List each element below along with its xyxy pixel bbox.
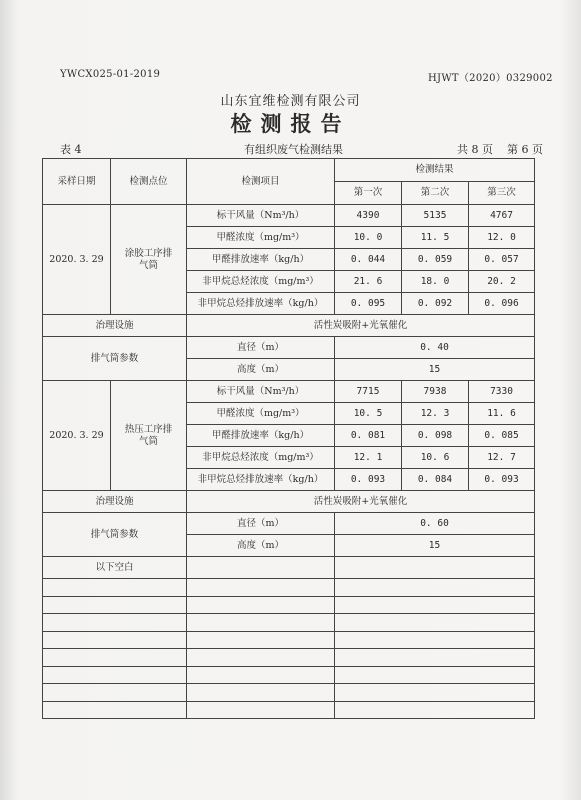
value-run-2: 12. 3 bbox=[402, 403, 469, 425]
item-name: 甲醛排放速率（kg/h） bbox=[187, 425, 335, 447]
header-results: 检测结果 bbox=[335, 159, 535, 182]
value-run-3: 11. 6 bbox=[469, 403, 535, 425]
height-value: 15 bbox=[335, 535, 535, 557]
blank-note: 以下空白 bbox=[43, 557, 187, 579]
header-date: 采样日期 bbox=[43, 159, 111, 205]
table-row bbox=[43, 205, 535, 227]
diameter-label: 直径（m） bbox=[187, 513, 335, 535]
item-name: 非甲烷总烃排放速率（kg/h） bbox=[187, 293, 335, 315]
empty-row bbox=[43, 579, 535, 597]
value-run-2: 0. 059 bbox=[402, 249, 469, 271]
value-run-2: 18. 0 bbox=[402, 271, 469, 293]
value-run-2: 0. 098 bbox=[402, 425, 469, 447]
table-row bbox=[43, 381, 535, 403]
value-run-1: 4390 bbox=[335, 205, 402, 227]
height-label: 高度（m） bbox=[187, 359, 335, 381]
value-run-3: 12. 7 bbox=[469, 447, 535, 469]
report-title: 检测报告 bbox=[230, 111, 351, 136]
value-run-2: 0. 092 bbox=[402, 293, 469, 315]
value-run-1: 0. 095 bbox=[335, 293, 402, 315]
sampling-point: 热压工序排气筒 bbox=[111, 381, 187, 491]
item-name: 甲醛浓度（mg/m³） bbox=[187, 227, 335, 249]
value-run-2: 11. 5 bbox=[402, 227, 469, 249]
sampling-date: 2020. 3. 29 bbox=[43, 381, 111, 491]
facility-label: 治理设施 bbox=[43, 315, 187, 337]
empty-row bbox=[43, 596, 535, 614]
value-run-1: 0. 093 bbox=[335, 469, 402, 491]
table-row bbox=[43, 337, 535, 359]
value-run-3: 20. 2 bbox=[469, 271, 535, 293]
empty-row bbox=[43, 666, 535, 684]
height-value: 15 bbox=[335, 359, 535, 381]
empty-row bbox=[43, 631, 535, 649]
diameter-value: 0. 60 bbox=[335, 513, 535, 535]
height-label: 高度（m） bbox=[187, 535, 335, 557]
item-name: 非甲烷总烃排放速率（kg/h） bbox=[187, 469, 335, 491]
facility-value: 活性炭吸附+光氧催化 bbox=[187, 491, 535, 513]
facility-value: 活性炭吸附+光氧催化 bbox=[187, 315, 535, 337]
exhaust-gas-results-table bbox=[42, 158, 535, 719]
value-run-1: 12. 1 bbox=[335, 447, 402, 469]
company-name: 山东宜维检测有限公司 bbox=[220, 94, 361, 109]
stack-params-label: 排气筒参数 bbox=[43, 337, 187, 381]
item-name: 非甲烷总烃浓度（mg/m³） bbox=[187, 271, 335, 293]
value-run-3: 0. 096 bbox=[469, 293, 535, 315]
page-count: 共 8 页 第 6 页 bbox=[457, 143, 543, 156]
sampling-date: 2020. 3. 29 bbox=[43, 205, 111, 315]
diameter-label: 直径（m） bbox=[187, 337, 335, 359]
diameter-value: 0. 40 bbox=[335, 337, 535, 359]
report-code: HJWT（2020）0329002 bbox=[428, 73, 553, 84]
item-name: 甲醛排放速率（kg/h） bbox=[187, 249, 335, 271]
value-run-3: 4767 bbox=[469, 205, 535, 227]
value-run-1: 0. 081 bbox=[335, 425, 402, 447]
value-run-1: 10. 0 bbox=[335, 227, 402, 249]
value-run-3: 12. 0 bbox=[469, 227, 535, 249]
item-name: 甲醛浓度（mg/m³） bbox=[187, 403, 335, 425]
value-run-1: 0. 044 bbox=[335, 249, 402, 271]
value-run-3: 0. 093 bbox=[469, 469, 535, 491]
doc-code: YWCX025-01-2019 bbox=[60, 69, 161, 80]
header-run-2: 第二次 bbox=[402, 182, 469, 205]
header-item: 检测项目 bbox=[187, 159, 335, 205]
empty-row bbox=[43, 684, 535, 702]
table-row bbox=[43, 513, 535, 535]
table-number: 表 4 bbox=[60, 143, 82, 156]
header-run-1: 第一次 bbox=[335, 182, 402, 205]
sampling-point: 涂胶工序排气筒 bbox=[111, 205, 187, 315]
value-run-2: 7938 bbox=[402, 381, 469, 403]
value-run-2: 10. 6 bbox=[402, 447, 469, 469]
item-name: 标干风量（Nm³/h） bbox=[187, 205, 335, 227]
value-run-2: 0. 084 bbox=[402, 469, 469, 491]
table-row bbox=[43, 557, 535, 579]
empty-row bbox=[43, 649, 535, 667]
header-run-3: 第三次 bbox=[469, 182, 535, 205]
item-name: 标干风量（Nm³/h） bbox=[187, 381, 335, 403]
value-run-1: 10. 5 bbox=[335, 403, 402, 425]
empty-row bbox=[43, 614, 535, 632]
value-run-1: 21. 6 bbox=[335, 271, 402, 293]
empty-row bbox=[43, 701, 535, 719]
value-run-3: 7330 bbox=[469, 381, 535, 403]
table-row bbox=[43, 491, 535, 513]
value-run-3: 0. 085 bbox=[469, 425, 535, 447]
item-name: 非甲烷总烃浓度（mg/m³） bbox=[187, 447, 335, 469]
value-run-3: 0. 057 bbox=[469, 249, 535, 271]
table-title: 有组织废气检测结果 bbox=[244, 143, 343, 156]
value-run-2: 5135 bbox=[402, 205, 469, 227]
facility-label: 治理设施 bbox=[43, 491, 187, 513]
table-row bbox=[43, 315, 535, 337]
stack-params-label: 排气筒参数 bbox=[43, 513, 187, 557]
value-run-1: 7715 bbox=[335, 381, 402, 403]
header-point: 检测点位 bbox=[111, 159, 187, 205]
